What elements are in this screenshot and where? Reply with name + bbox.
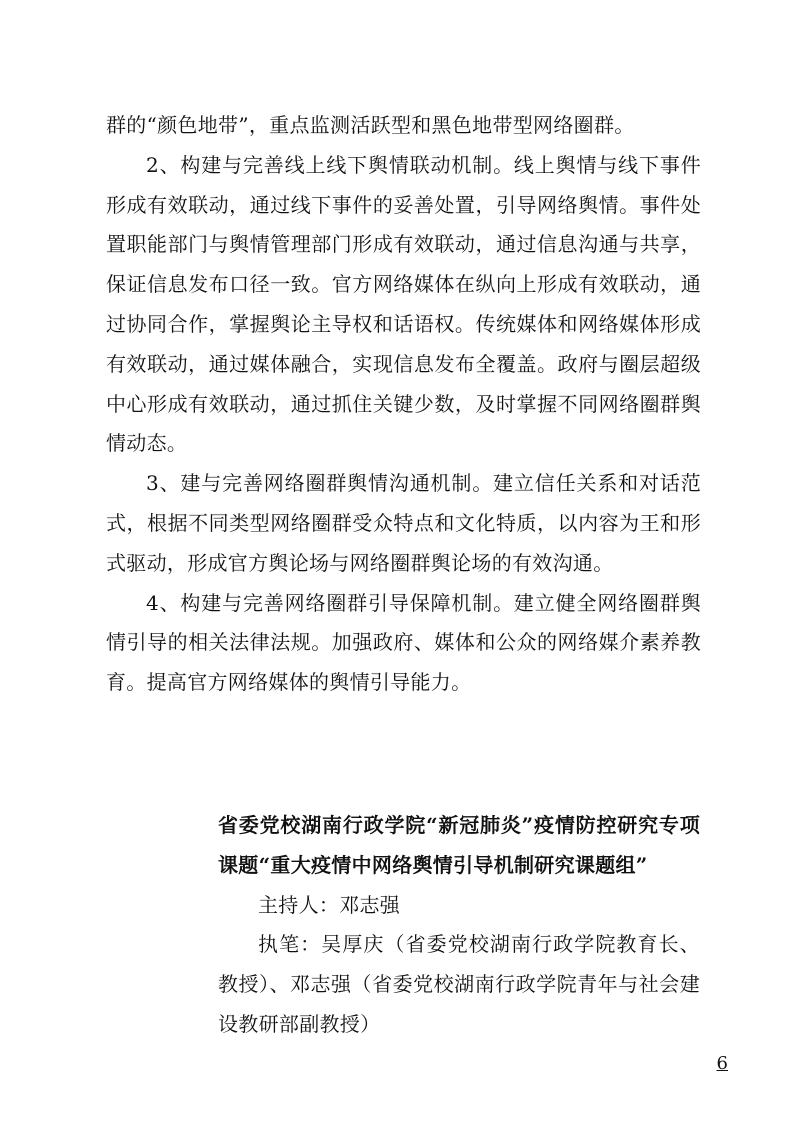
paragraph-continuation: 群的“颜色地带”，重点监测活跃型和黑色地带型网络圈群。 bbox=[106, 113, 635, 137]
paragraph-2: 2、构建与完善线上线下舆情联动机制。线上舆情与线下事件形成有效联动，通过线下事件的妥善处置，引导网络舆情。事件处置职能部门与舆情管理部门形成有效联动，通过信息沟通与共享，保证信息发布口径一致。官方网络媒体在纵向上形成有效联动，通过协同合作，掌握舆论主导权和话语权。传统媒体和网络媒体形成有效联动，通过媒体融合，实现信息发布全覆盖。政府与圈层超级中心形成有效联动，通过抓住关键少数，及时掌握不同网络圈群舆情动态。 bbox=[106, 152, 701, 456]
research-group-title: 省委党校湖南行政学院“新冠肺炎”疫情防控研究专项课题“重大疫情中网络舆情引导机制研究课题组” bbox=[218, 813, 700, 877]
paragraph-4: 4、构建与完善网络圈群引导保障机制。建立健全网络圈群舆情引导的相关法律法规。加强政府、媒体和公众的网络媒介素养教育。提高官方网络媒体的舆情引导能力。 bbox=[106, 590, 701, 695]
paragraph-3: 3、建与完善网络圈群舆情沟通机制。建立信任关系和对话范式，根据不同类型网络圈群受众特点和文化特质，以内容为王和形式驱动，形成官方舆论场与网络圈群舆论场的有效沟通。 bbox=[106, 471, 701, 575]
page-number: 6 bbox=[716, 1053, 728, 1074]
body-text bbox=[106, 106, 701, 703]
signature-block bbox=[218, 806, 700, 1045]
writers-line: 执笔：吴厚庆（省委党校湖南行政学院教育长、教授）、邓志强（省委党校湖南行政学院青年与社会建设教研部副教授） bbox=[218, 932, 700, 1036]
host-line: 主持人：邓志强 bbox=[258, 892, 401, 917]
